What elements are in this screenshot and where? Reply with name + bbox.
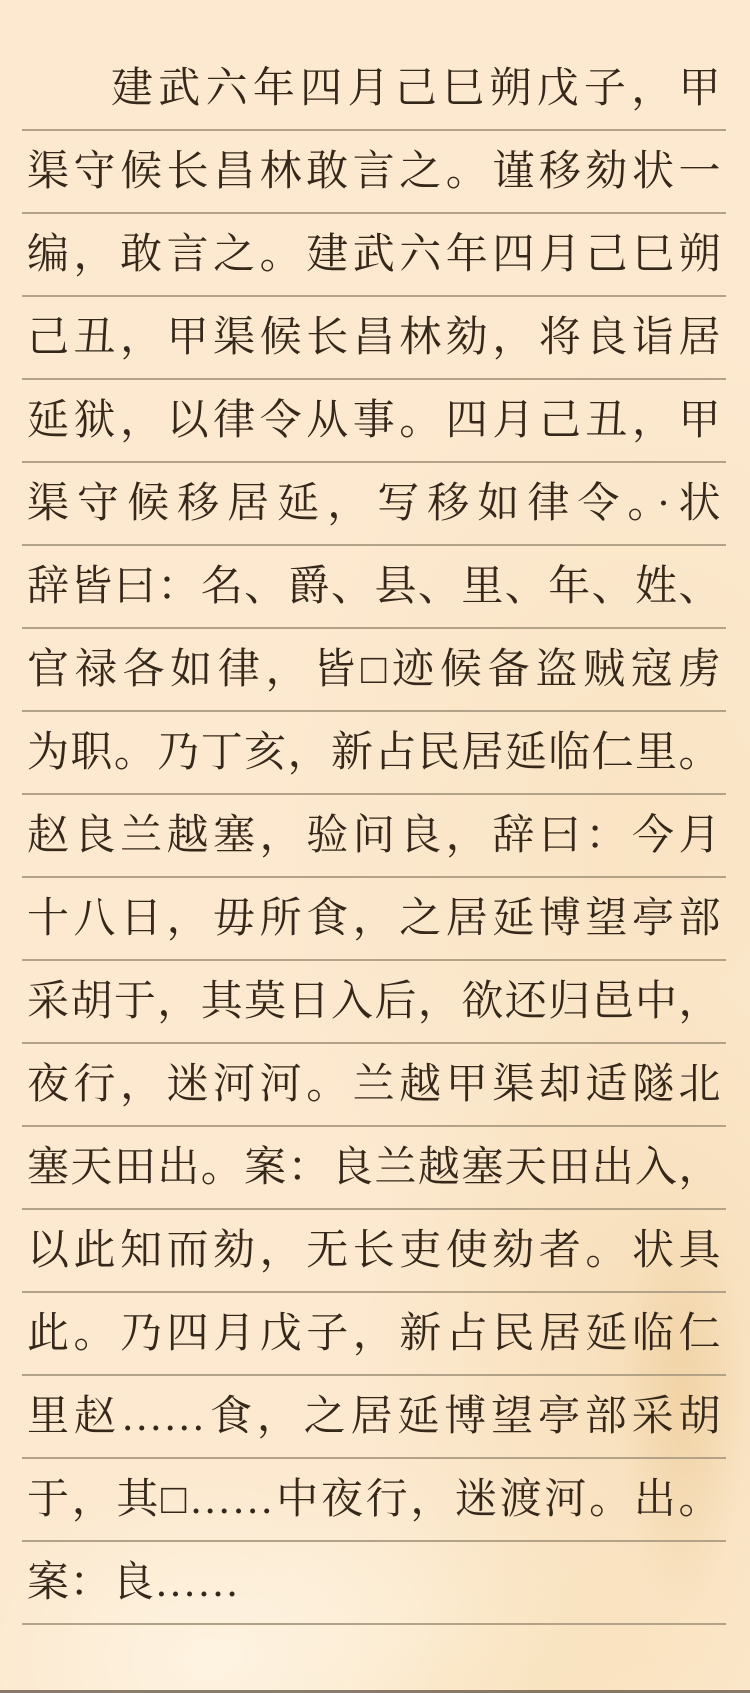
text-line: 官禄各如律，皆□迹候备盗贼寇虏 [22,629,726,712]
text-line: 延狱，以律令从事。四月己丑，甲 [22,380,726,463]
text-line: 案：良…… [22,1542,726,1625]
text-line: 赵良兰越塞，验问良，辞曰：今月 [22,795,726,878]
text-line: 为职。乃丁亥，新占民居延临仁里。 [22,712,726,795]
text-line: 辞皆曰：名、爵、县、里、年、姓、 [22,546,726,629]
text-line: 以此知而劾，无长吏使劾者。状具 [22,1210,726,1293]
text-line: 己丑，甲渠候长昌林劾，将良诣居 [22,297,726,380]
text-line: 渠守候长昌林敢言之。谨移劾状一 [22,131,726,214]
text-line: 编，敢言之。建武六年四月己巳朔 [22,214,726,297]
text-line: 里赵……食，之居延博望亭部采胡 [22,1376,726,1459]
text-line: 渠守候移居延，写移如律令。·状 [22,463,726,546]
text-line: 夜行，迷河河。兰越甲渠却适隧北 [22,1044,726,1127]
ruled-text-area [22,0,726,1625]
text-line: 此。乃四月戊子，新占民居延临仁 [22,1293,726,1376]
text-line: 塞天田出。案：良兰越塞天田出入， [22,1127,726,1210]
text-line: 建武六年四月己巳朔戊子，甲 [22,48,726,131]
text-line: 采胡于，其莫日入后，欲还归邑中， [22,961,726,1044]
text-line: 于，其□……中夜行，迷渡河。出。 [22,1459,726,1542]
text-line: 十八日，毋所食，之居延博望亭部 [22,878,726,961]
